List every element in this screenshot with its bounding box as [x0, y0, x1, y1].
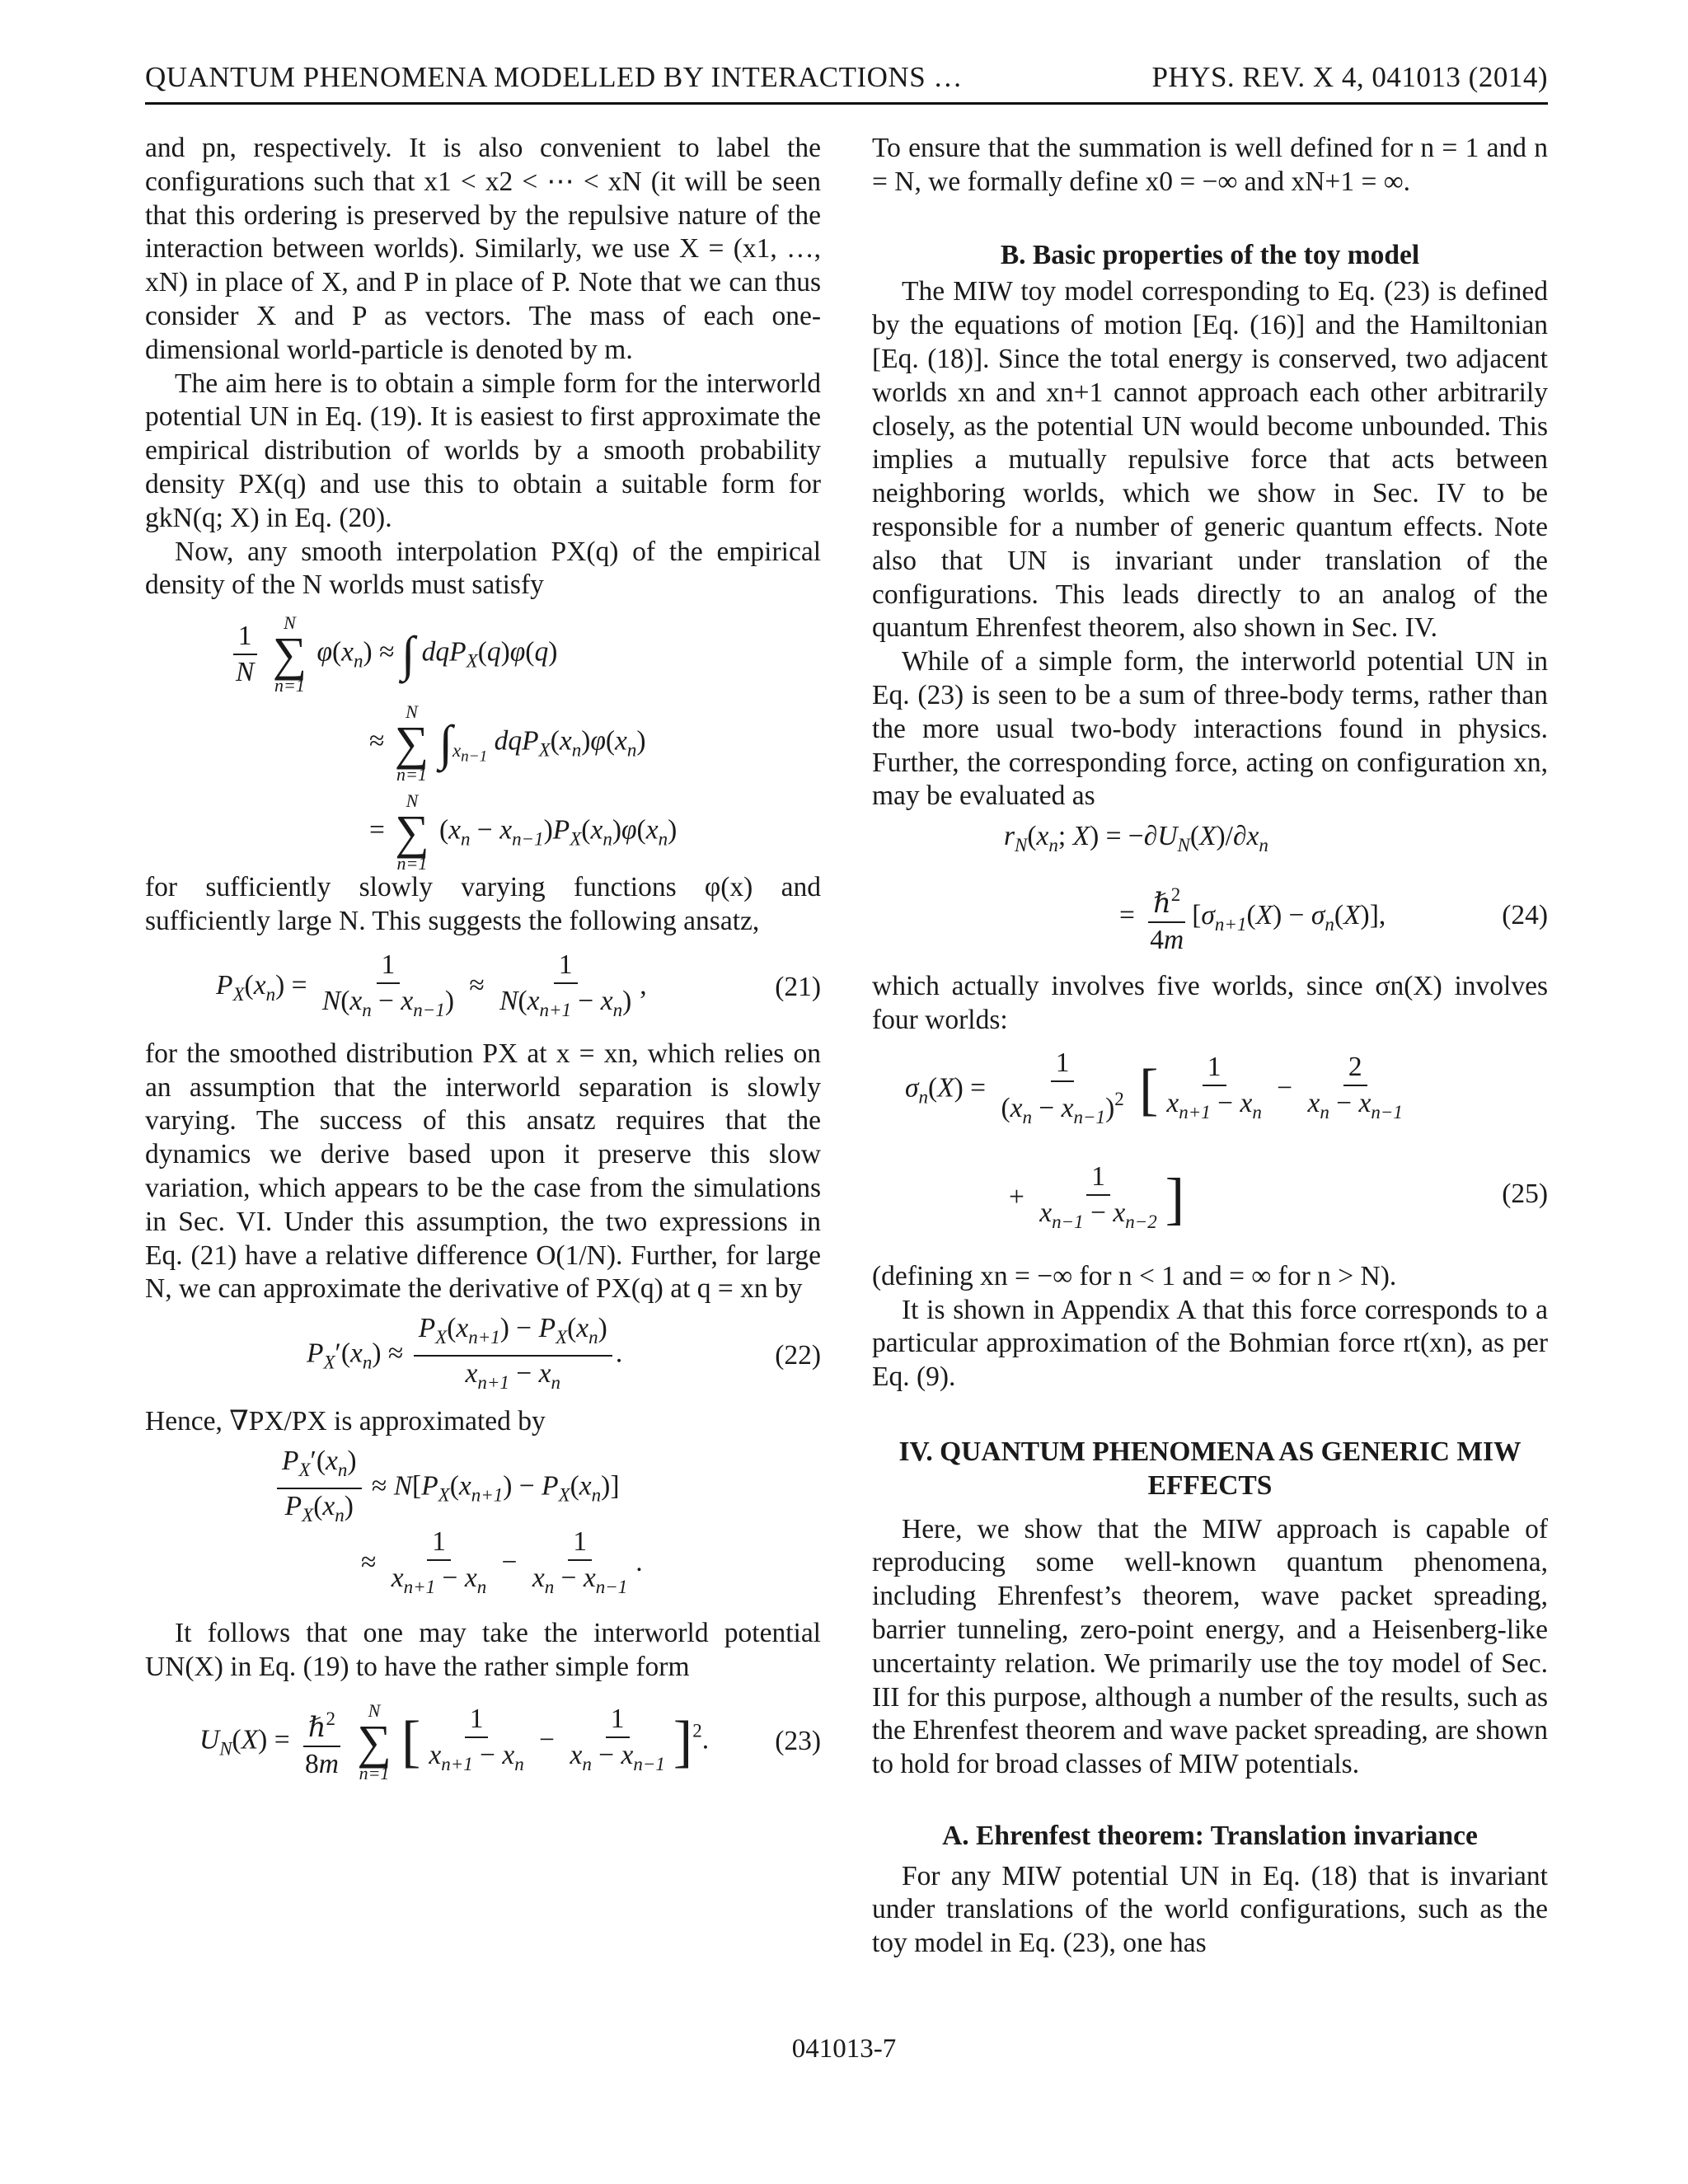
header-citation: PHYS. REV. X 4, 041013 (2014): [1151, 61, 1548, 93]
section-heading: IV. QUANTUM PHENOMENA AS GENERIC MIW EFFECTS: [898, 1436, 1522, 1501]
paragraph: It is shown in Appendix A that this force corresponds to a particular approximation of the Bohmian force rt(xn), as per Eq. (9).: [872, 1294, 1548, 1393]
equation-number: (25): [1502, 1178, 1548, 1209]
paragraph: and pn, respectively. It is also convenient to label the configurations such that x1 < x2 < ⋯ < xN (it will be seen that this ordering is preserved by the repulsive nature of the interaction between worlds). Similarly, we use X = (x1, …, xN) in place of X, and P in place of P. Note that we can thus consider X and P as vectors. The mass of each one-dimensional world-particle is denoted by m.: [145, 133, 821, 365]
paragraph: which actually involves five worlds, since σn(X) involves four worlds:: [872, 971, 1548, 1035]
equation-25: $\sigma_n(X)$ = $\frac{1}{(x_n - x_{n-1})^2}$ [ $\frac{1}{x_{n+1} - x_n}$ − $\frac{2}{x_n - x_{n-1}}$ + $\frac{1}{x_{n-1} - x_{n-2}}$ ] (25): [905, 1047, 1548, 1232]
paragraph: For any MIW potential UN in Eq. (18) that is invariant under translations of the world configurations, such as the toy model in Eq. (23), one has: [872, 1860, 1548, 1959]
paragraph: To ensure that the summation is well defined for n = 1 and n = N, we formally define x0 = −∞ and xN+1 = ∞.: [872, 133, 1548, 197]
equation-22: $P_X'(x_n)$ ≈ $\frac{P_X(x_{n+1}) - P_X(x_n)}{x_{n+1} - x_n}$ . (22): [307, 1313, 821, 1394]
header-title: QUANTUM PHENOMENA MODELLED BY INTERACTIONS …: [145, 61, 963, 93]
section-heading: B. Basic properties of the toy model: [1000, 239, 1420, 270]
subsection-heading: A. Ehrenfest theorem: Translation invariance: [942, 1820, 1478, 1851]
running-header: [145, 58, 1548, 105]
paragraph: The MIW toy model corresponding to Eq. (23) is defined by the equations of motion [Eq. (16)] and the Hamiltonian [Eq. (18)]. Since the total energy is conserved, two adjacent worlds xn and xn+1 cannot approach each other arbitrarily closely, as the potential UN would become unbounded. This implies a mutually repulsive force that acts between neighboring worlds, which we show in Sec. IV to be responsible for a number of generic quantum effects. Note also that UN is invariant under translation of the configurations. This leads directly to an analog of the quantum Ehrenfest theorem, also shown in Sec. IV.: [872, 276, 1548, 644]
equation-number: (23): [775, 1726, 821, 1757]
left-column: [145, 132, 821, 1800]
paragraph: for the smoothed distribution PX at x = xn, which relies on an assumption that the interworld separation is slowly varying. The success of this ansatz requires that the dynamics we derive based upon it preserve this slow variation, which appears to be the case from the simulations in Sec. VI. Under this assumption, the two expressions in Eq. (21) have a relative difference O(1/N). Further, for large N, we can approximate the derivative of PX(q) at q = xn by: [145, 1038, 821, 1305]
equation-number: (22): [775, 1339, 821, 1371]
paragraph: Here, we show that the MIW approach is capable of reproducing some well-known quantum phenomena, including Ehrenfest’s theorem, wave packet spreading, barrier tunneling, zero-point energy, and a Heisenberg-like uncertainty relation. We primarily use the toy model of Sec. III for this purpose, although a number of the results, such as the Ehrenfest theorem and wave packet spreading, are shown to hold for broad classes of MIW potentials.: [872, 1513, 1548, 1780]
equation-sum-approx: $\frac{1}{N}$ N ∑ n=1 $\varphi(x_n)$ ≈ ∫ dqP$_X$(q)φ(q) ≈ N ∑ n=1 $\int_{x_{n-1}}$ $dqP_X(x_n)\varphi(x_n)$ = N ∑ n=1 $(x_n - x_{n-1})P_X(x_n)\varphi(x_n)$: [145, 602, 821, 871]
equation-number: (21): [775, 972, 821, 1003]
equation-gradient-ratio: $\frac{P_X'(x_n)}{P_X(x_n)}$ ≈ $N[P_X(x_{n+1}) - P_X(x_n)]$ ≈ $\frac{1}{x_{n+1} - x_n}$ − $\frac{1}{x_n - x_{n-1}}$ .: [145, 1439, 821, 1604]
paragraph: It follows that one may take the interworld potential UN(X) in Eq. (19) to have the rather simple form: [145, 1617, 821, 1682]
right-column: [872, 132, 1548, 1961]
paragraph: Hence, ∇PX/PX is approximated by: [145, 1406, 546, 1437]
equation-21: $P_X(x_n)$ = $\frac{1}{N(x_n - x_{n-1})}$ ≈ $\frac{1}{N(x_{n+1} - x_n)}$ , (21): [216, 949, 821, 1021]
paragraph: (defining xn = −∞ for n < 1 and = ∞ for n > N).: [872, 1260, 1397, 1291]
equation-number: (24): [1502, 900, 1548, 931]
paragraph: for sufficiently slowly varying functions φ(x) and sufficiently large N. This suggests the following ansatz,: [145, 872, 821, 936]
equation-24: $r_N(x_n$; $X) = -\partial U_N(X)/\partial x_n$ = $\frac{\hbar^2}{4m}$ $[\sigma_{n+1}(X) - \sigma_n(X)]$, (24): [1004, 821, 1548, 956]
paragraph: While of a simple form, the interworld potential UN in Eq. (23) is seen to be a sum of three-body terms, rather than the more usual two-body interactions found in physics. Further, the corresponding force, acting on configuration xn, may be evaluated as: [872, 646, 1548, 812]
paragraph: The aim here is to obtain a simple form for the interworld potential UN in Eq. (19). It is easiest to first approximate the empirical distribution of worlds by a smooth probability density PX(q) and use this to obtain a suitable form for gkN(q; X) in Eq. (20).: [145, 368, 821, 533]
page-number: 041013-7: [791, 2034, 897, 2064]
paragraph: Now, any smooth interpolation PX(q) of the empirical density of the N worlds must satisfy: [145, 536, 821, 601]
equation-23: $U_N(X)$ = $\frac{\hbar^2}{8m}$ N ∑ n=1 [ $\frac{1}{x_{n+1} - x_n}$ − $\frac{1}{x_n - x_{n-1}}$ ]$^2$. (23): [199, 1699, 821, 1783]
